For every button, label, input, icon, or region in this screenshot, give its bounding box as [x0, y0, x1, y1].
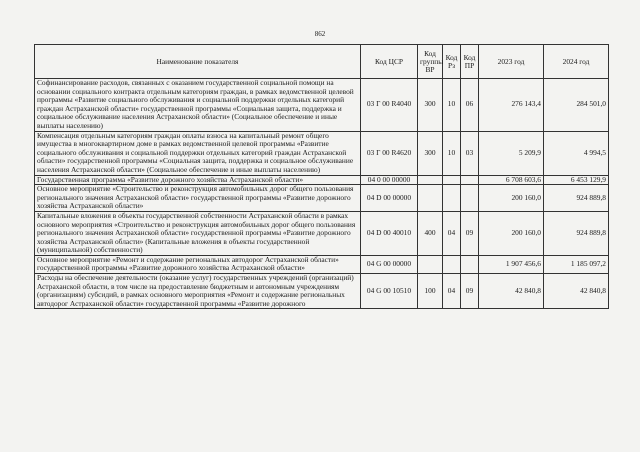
row-2024: 6 453 129,9: [544, 175, 609, 185]
row-csr: 04 D 00 40010: [361, 211, 418, 255]
row-pr: 09: [461, 211, 479, 255]
table-row: [35, 274, 609, 309]
budget-table: [34, 44, 609, 309]
row-name: Капитальные вложения в объекты государственной собственности Астраханской области в рамках основного мероприятия «Строительство и реконструкция автомобильных дорог общего пользования регионального значения Астраханской области» государственной программы «Развитие дорожного хозяйства Астраханской области» (Капитальные вложения в объекты государственной (муниципальной) собственности): [35, 211, 361, 255]
row-2024: 924 889,8: [544, 211, 609, 255]
row-2024: 42 840,8: [544, 274, 609, 309]
row-2023: 6 708 603,6: [479, 175, 544, 185]
header-pr: Код ПР: [461, 45, 479, 79]
row-rz: [443, 185, 461, 212]
row-vr: [418, 185, 443, 212]
header-2024: 2024 год: [544, 45, 609, 79]
row-pr: [461, 255, 479, 273]
row-rz: [443, 255, 461, 273]
header-name: Наименование показателя: [35, 45, 361, 79]
header-csr: Код ЦСР: [361, 45, 418, 79]
row-rz: [443, 175, 461, 185]
row-vr: 100: [418, 274, 443, 309]
row-name: Софинансирование расходов, связанных с оказанием государственной социальной помощи на основании социального контракта отдельным категориям граждан, в рамках ведомственной целевой программы «Развитие социального обслуживания и социальной поддержки отдельных категорий граждан Астраханской области» государственной программы «Социальная защита, поддержка и социальное обслуживание населения Астраханской области» (Социальное обеспечение и иные выплаты населению): [35, 79, 361, 132]
row-2024: 924 889,8: [544, 185, 609, 212]
row-2023: 42 840,8: [479, 274, 544, 309]
header-row: [35, 45, 609, 79]
row-2023: 200 160,0: [479, 185, 544, 212]
row-csr: 04 G 00 00000: [361, 255, 418, 273]
row-name: Компенсация отдельным категориям граждан оплаты взноса на капитальный ремонт общего имущества в многоквартирном доме в рамках ведомственной целевой программы «Развитие социального обслуживания и социальной поддержки отдельных категорий граждан Астраханской области» государственной программы «Социальная защита, поддержка и социальное обслуживание населения Астраханской области» (Социальное обеспечение и иные выплаты населению): [35, 131, 361, 175]
row-csr: 04 D 00 00000: [361, 185, 418, 212]
row-pr: 09: [461, 274, 479, 309]
row-csr: 04 G 00 10510: [361, 274, 418, 309]
row-vr: 300: [418, 131, 443, 175]
row-pr: 03: [461, 131, 479, 175]
table-row: [35, 131, 609, 175]
page-number: 862: [314, 30, 326, 38]
header-vr: Код группы ВР: [418, 45, 443, 79]
row-csr: 04 0 00 00000: [361, 175, 418, 185]
row-2023: 1 907 456,6: [479, 255, 544, 273]
row-2023: 200 160,0: [479, 211, 544, 255]
row-2023: 276 143,4: [479, 79, 544, 132]
row-pr: 06: [461, 79, 479, 132]
table-row: [35, 211, 609, 255]
row-vr: [418, 255, 443, 273]
row-csr: 03 Г 00 R4040: [361, 79, 418, 132]
row-csr: 03 Г 00 R4620: [361, 131, 418, 175]
row-pr: [461, 175, 479, 185]
row-2023: 5 209,9: [479, 131, 544, 175]
header-rz: Код Рз: [443, 45, 461, 79]
row-2024: 284 501,0: [544, 79, 609, 132]
header-2023: 2023 год: [479, 45, 544, 79]
row-vr: 300: [418, 79, 443, 132]
row-name: Основное мероприятие «Строительство и реконструкция автомобильных дорог общего пользования регионального значения Астраханской области» государственной программы «Развитие дорожного хозяйства Астраханской области»: [35, 185, 361, 212]
table-row: [35, 255, 609, 273]
row-vr: [418, 175, 443, 185]
row-rz: 04: [443, 274, 461, 309]
row-vr: 400: [418, 211, 443, 255]
row-name: Расходы на обеспечение деятельности (оказание услуг) государственных учреждений (организаций) Астраханской области, в том числе на предоставление бюджетным и автономным учреждениям (организациям) субсидий, в рамках основного мероприятия «Ремонт и содержание региональных автодорог Астраханской области» государственной программы «Развитие дорожного: [35, 274, 361, 309]
row-2024: 1 185 097,2: [544, 255, 609, 273]
row-2024: 4 994,5: [544, 131, 609, 175]
row-name: Государственная программа «Развитие дорожного хозяйства Астраханской области»: [35, 175, 361, 185]
row-pr: [461, 185, 479, 212]
table-row: [35, 79, 609, 132]
table-row: [35, 185, 609, 212]
row-rz: 10: [443, 131, 461, 175]
row-name: Основное мероприятие «Ремонт и содержание региональных автодорог Астраханской области» государственной программы «Развитие дорожного хозяйства Астраханской области»: [35, 255, 361, 273]
row-rz: 04: [443, 211, 461, 255]
row-rz: 10: [443, 79, 461, 132]
